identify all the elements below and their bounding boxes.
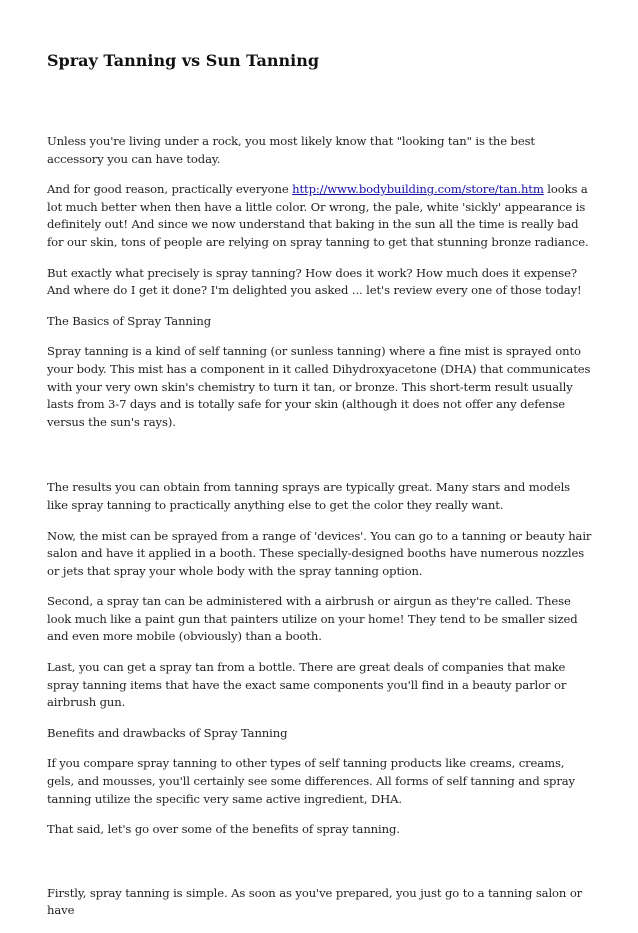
paragraph-basics: Spray tanning is a kind of self tanning (or sunless tanning) where a fine mist is sprayed onto your body. This mist has a component in it called Dihydroxyacetone (DHA) that communicates with your very own skin's chemistry to turn it tan, or bronze. This short-term result usually lasts from 3-7 days and is totally safe for your skin (although it does not offer any defense versus the sun's rays). [47,344,591,429]
paragraph-text: looks a lot much better when then have a little color. Or wrong, the pale, white 'sickly' appearance is definitely out! And since we now understand that baking in the sun all the time is really bad for our skin, tons of people are relying on spray tanning to get that stunning bronze radiance. [47,182,589,249]
bodybuilding-link[interactable]: http://www.bodybuilding.com/store/tan.htm [292,182,544,197]
paragraph-simple: Firstly, spray tanning is simple. As soon as you've prepared, you just go to a tanning salon or have [47,885,583,918]
paragraph-intro: Unless you're living under a rock, you most likely know that "looking tan" is the best accessory you can have today. [47,134,535,166]
section-heading-basics: The Basics of Spray Tanning [47,313,212,328]
blank-space [47,852,592,885]
paragraph-benefits-intro: That said, let's go over some of the benefits of spray tanning. [47,822,400,837]
paragraph-airbrush: Second, a spray tan can be administered with a airbrush or airgun as they're called. These look much like a paint gun that painters utilize on your home! They tend to be smaller sized and even more mobile (obviously) than a booth. [47,594,578,644]
paragraph-text: And for good reason, practically everyone [47,182,293,197]
document-body [47,133,592,933]
paragraph-bottle: Last, you can get a spray tan from a bottle. There are great deals of companies that make spray tanning items that have the exact same components you'll find in a beauty parlor or airbrush gun. [47,660,567,710]
paragraph-devices: Now, the mist can be sprayed from a range of 'devices'. You can go to a tanning or beauty hair salon and have it applied in a booth. These specially-designed booths have numerous nozzles or jets that spray your whole body with the spray tanning option. [47,528,592,578]
blank-space [47,444,592,479]
paragraph-results: The results you can obtain from tanning sprays are typically great. Many stars and models like spray tanning to practically anything else to get the color they really want. [47,480,570,512]
section-heading-benefits: Benefits and drawbacks of Spray Tanning [47,725,288,740]
document-title: Spray Tanning vs Sun Tanning [47,51,320,70]
paragraph-questions: But exactly what precisely is spray tanning? How does it work? How much does it expense? And where do I get it done? I'm delighted you asked ... let's review every one of those today! [47,265,582,298]
paragraph-good-reason [47,181,592,251]
paragraph-compare: If you compare spray tanning to other types of self tanning products like creams, creams, gels, and mousses, you'll certainly see some differences. All forms of self tanning and spray tanning utilize the specific very same active ingredient, DHA. [47,756,575,806]
